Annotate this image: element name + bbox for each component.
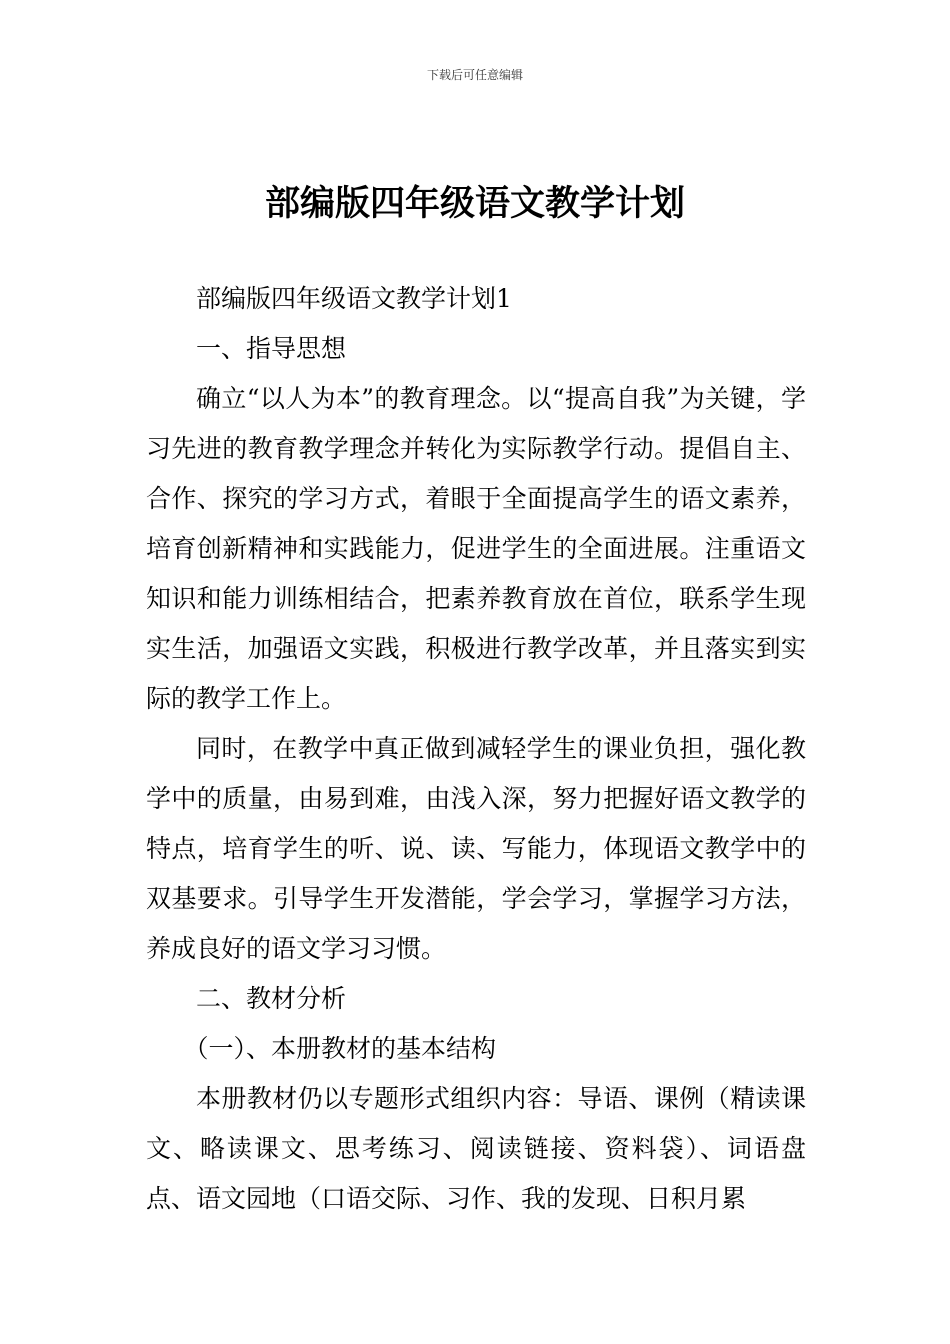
paragraph-basic-structure: 本册教材仍以专题形式组织内容：导语、课例（精读课文、略读课文、思考练习、阅读链接、资料袋）、词语盘点、语文园地（口语交际、习作、我的发现、日积月累 (146, 1084, 806, 1213)
subsection-heading-basic-structure: （一）、本册教材的基本结构 (183, 1034, 497, 1063)
section-subtitle: 部编版四年级语文教学计划1 (196, 284, 512, 313)
header-note: 下载后可任意编辑 (426, 68, 523, 82)
document-title: 部编版四年级语文教学计划 (264, 184, 685, 224)
section-heading-textbook-analysis: 二、教材分析 (196, 984, 347, 1013)
paragraph-guiding-ideology-2: 同时，在教学中真正做到减轻学生的课业负担，强化教学中的质量，由易到难，由浅入深，努力把握好语文教学的特点，培育学生的听、说、读、写能力，体现语文教学中的双基要求。引导学生开发潜能，学会学习，掌握学习方法，养成良好的语文学习习惯。 (146, 734, 806, 963)
document-body (146, 274, 806, 1224)
section-heading-guiding-ideology: 一、指导思想 (196, 334, 347, 363)
paragraph-guiding-ideology-1: 确立“以人为本”的教育理念。以“提高自我”为关键，学习先进的教育教学理念并转化为实际教学行动。提倡自主、合作、探究的学习方式，着眼于全面提高学生的语文素养，培育创新精神和实践能力，促进学生的全面进展。注重语文知识和能力训练相结合，把素养教育放在首位，联系学生现实生活，加强语文实践，积极进行教学改革，并且落实到实际的教学工作上。 (146, 384, 806, 713)
